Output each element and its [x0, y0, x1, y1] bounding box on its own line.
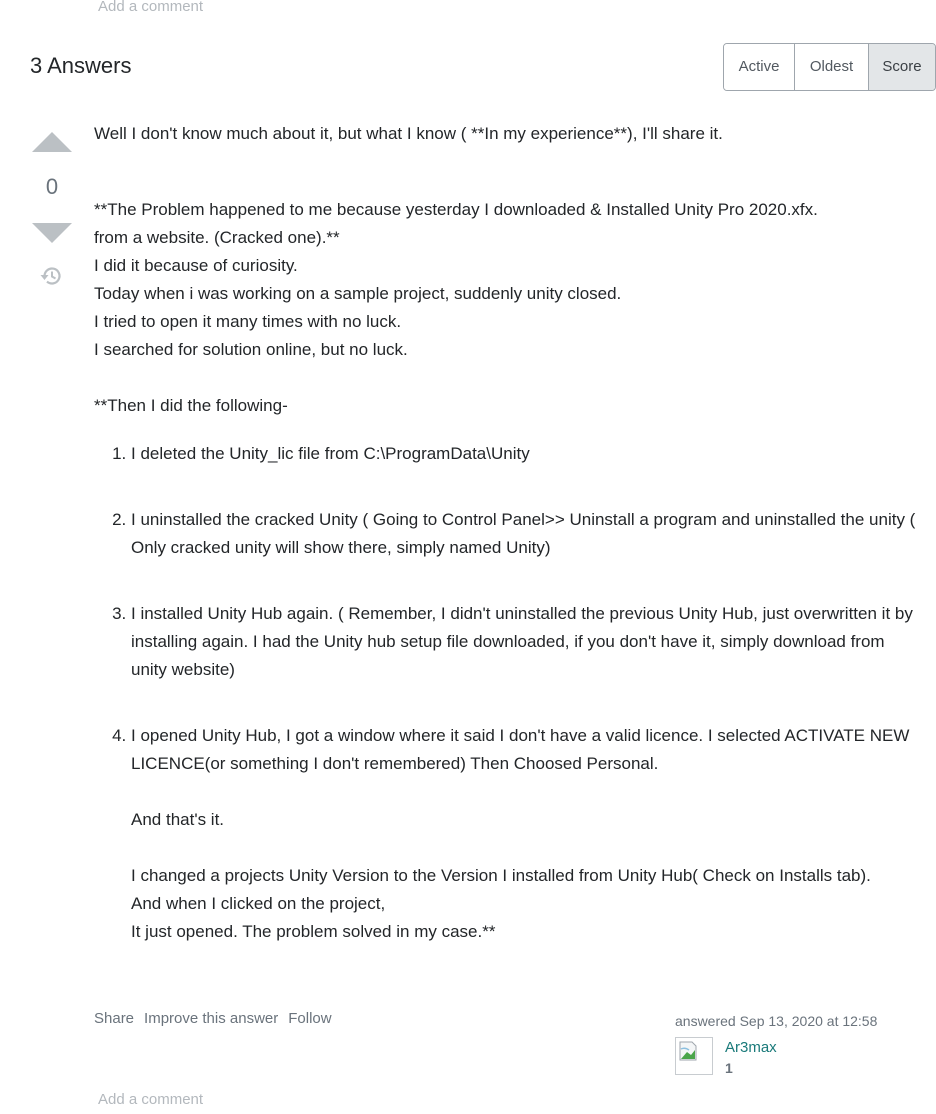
upvote-arrow-icon[interactable]: [32, 132, 72, 152]
step4-line: And when I clicked on the project,: [131, 894, 386, 913]
step-text: 4. I opened Unity Hub, I got a window where it said I don't have a valid licence. I selected ACTIVATE NEW LICENCE(or something I don't remembered) Then Choosed Personal.: [131, 726, 910, 773]
downvote-arrow-icon[interactable]: [32, 223, 72, 243]
intro-paragraph: Well I don't know much about it, but what I know ( **In my experience**), I'll share it.: [94, 124, 723, 143]
problem-line: Today when i was working on a sample project, suddenly unity closed.: [94, 284, 622, 303]
problem-line: I did it because of curiosity.: [94, 256, 298, 275]
step-text: I uninstalled the cracked Unity ( Going to Control Panel>> Uninstall a program and uninstalled the unity ( Only cracked unity will show there, simply named Unity): [131, 510, 916, 557]
vote-count: 0: [45, 174, 59, 199]
avatar[interactable]: [675, 1037, 713, 1075]
problem-line: from a website. (Cracked one).**: [94, 228, 340, 247]
step4-line: It just opened. The problem solved in my case.**: [131, 922, 496, 941]
improve-answer-link[interactable]: Improve this answer: [144, 1010, 279, 1027]
share-link[interactable]: Share: [94, 1010, 135, 1027]
add-comment-link-top[interactable]: Add a comment: [98, 0, 204, 15]
sort-score-button[interactable]: Score: [869, 44, 935, 90]
step-item: [131, 440, 924, 468]
post-menu: [94, 1010, 332, 1027]
step4-line: I changed a projects Unity Version to the Version I installed from Unity Hub( Check on Installs tab).: [131, 866, 871, 885]
history-icon[interactable]: [38, 263, 64, 289]
steps-list: [94, 440, 924, 946]
then-paragraph: **Then I did the following-: [94, 396, 288, 415]
step-text: I installed Unity Hub again. ( Remember, I didn't uninstalled the previous Unity Hub, just overwritten it by installing again. I had the Unity hub setup file downloaded, if you don't have it, simply download from unity website): [131, 604, 913, 679]
broken-image-icon: [679, 1041, 699, 1061]
answer-sort-group: [723, 43, 936, 91]
thats-it-text: And that's it.: [131, 810, 225, 829]
sort-active-button[interactable]: Active: [724, 44, 795, 90]
user-reputation: 1: [725, 1060, 733, 1076]
add-comment-link-bottom[interactable]: Add a comment: [98, 1091, 204, 1108]
problem-line: I tried to open it many times with no luck.: [94, 312, 402, 331]
step-item: [131, 506, 924, 562]
follow-link[interactable]: Follow: [288, 1010, 332, 1027]
step-text: I deleted the Unity_lic file from C:\ProgramData\Unity: [131, 444, 530, 463]
answers-count-heading: 3 Answers: [30, 53, 132, 78]
step-item: [131, 600, 924, 684]
problem-paragraph: [94, 196, 924, 364]
answer-body: [94, 120, 924, 946]
user-card: [675, 1013, 905, 1076]
user-name-link[interactable]: Ar3max: [725, 1039, 777, 1056]
sort-oldest-button[interactable]: Oldest: [795, 44, 869, 90]
problem-line: **The Problem happened to me because yesterday I downloaded & Installed Unity Pro 2020.xfx.: [94, 200, 818, 219]
step-item: [131, 722, 924, 946]
answered-timestamp: answered Sep 13, 2020 at 12:58: [675, 1013, 878, 1029]
problem-line: I searched for solution online, but no luck.: [94, 340, 408, 359]
